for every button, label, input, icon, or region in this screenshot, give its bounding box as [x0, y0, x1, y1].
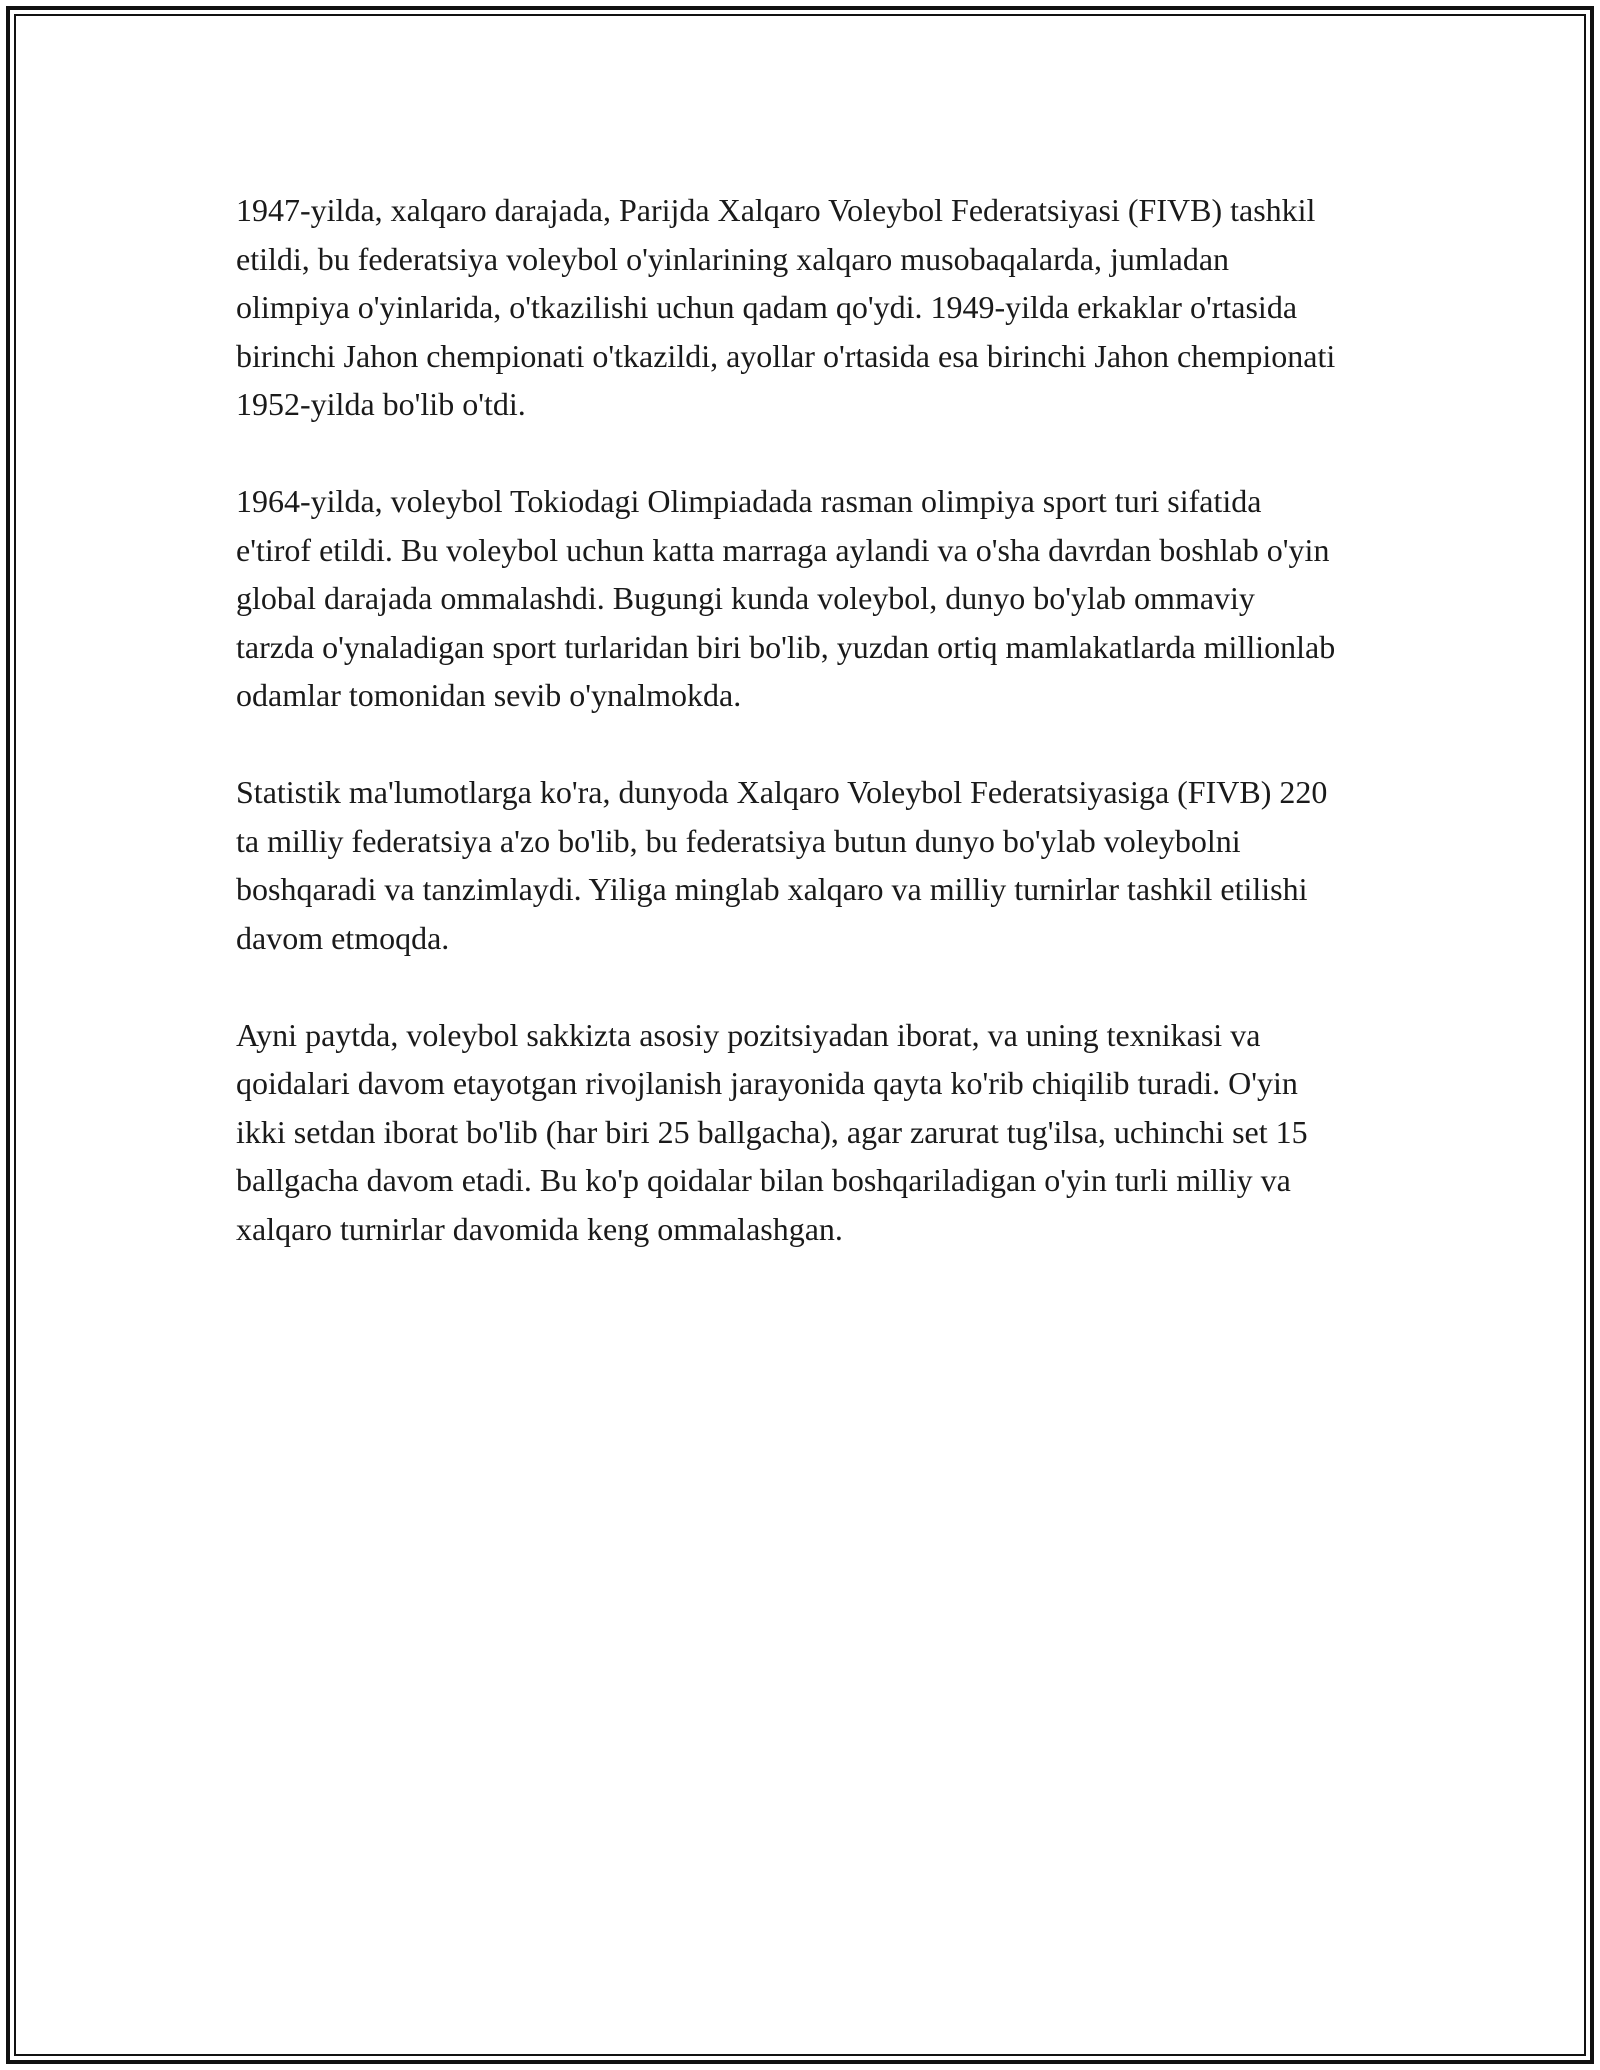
paragraph-rules: Ayni paytda, voleybol sakkizta asosiy pozitsiyadan iborat, va uning texnikasi va qoidalari davom etayotgan rivojlanish jarayonida qayta ko'rib chiqilib turadi. O'yin ikki setdan iborat bo'lib (har biri 25 ballgacha), agar zarurat tug'ilsa, uchinchi set 15 ballgacha davom etadi. Bu ko'p qoidalar bilan boshqariladigan o'yin turli milliy va xalqaro turnirlar davomida keng ommalashgan. — [236, 1016, 1308, 1247]
paragraph-statistics: Statistik ma'lumotlarga ko'ra, dunyoda Xalqaro Voleybol Federatsiyasiga (FIVB) 220 ta milliy federatsiya a'zo bo'lib, bu federatsiya butun dunyo bo'ylab voleybolni boshqaradi va tanzimlaydi. Yiliga minglab xalqaro va milliy turnirlar tashkil etilishi davom etmoqda. — [236, 774, 1328, 956]
document-body — [236, 186, 1336, 1302]
paragraph-fivb-founding: 1947-yilda, xalqaro darajada, Parijda Xalqaro Voleybol Federatsiyasi (FIVB) tashkil etildi, bu federatsiya voleybol o'yinlarining xalqaro musobaqalarda, jumladan olimpiya o'yinlarida, o'tkazilishi uchun qadam qo'ydi. 1949-yilda erkaklar o'rtasida birinchi Jahon chempionati o'tkazildi, ayollar o'rtasida esa birinchi Jahon chempionati 1952-yilda bo'lib o'tdi. — [236, 192, 1336, 422]
paragraph-olympic-recognition: 1964-yilda, voleybol Tokiodagi Olimpiadada rasman olimpiya sport turi sifatida e'tirof etildi. Bu voleybol uchun katta marraga aylandi va o'sha davrdan boshlab o'yin global darajada ommalashdi. Bugungi kunda voleybol, dunyo bo'ylab ommaviy tarzda o'ynaladigan sport turlaridan biri bo'lib, yuzdan ortiq mamlakatlarda millionlab odamlar tomonidan sevib o'ynalmokda. — [236, 483, 1336, 713]
